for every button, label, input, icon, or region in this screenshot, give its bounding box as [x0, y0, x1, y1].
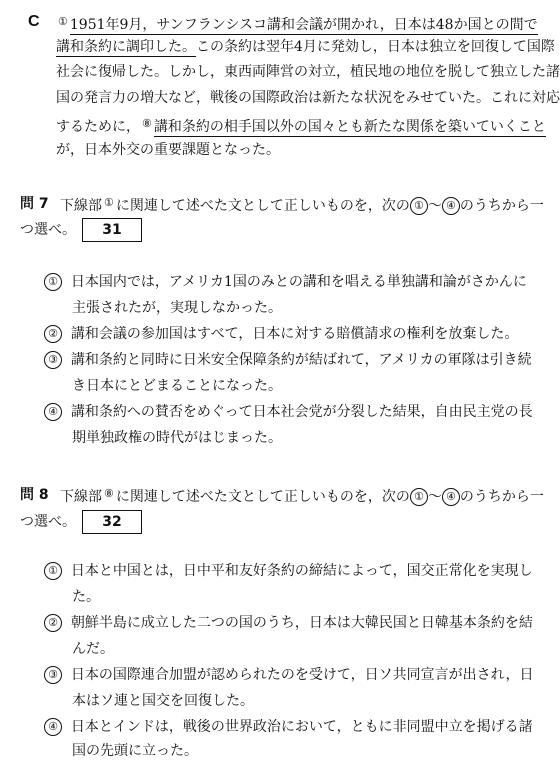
section-letter: C [28, 13, 40, 30]
range-end: ④ [442, 197, 460, 215]
q7-option-4[interactable]: ④ 講和条約への賛否をめぐって日本社会党が分裂した結果，自由民主党の長 [44, 402, 533, 424]
passage-line-1 [56, 12, 538, 34]
q8-option-3[interactable]: ③ 日本の国際連合加盟が認められたのを受けて，日ソ共同宣言が出され，日 [44, 665, 533, 687]
underlined-text-1a: 1951年9月，サンフランシスコ講和会議が開かれ，日本は48か国との間で [69, 17, 538, 33]
question-7-label: 問 7 [20, 196, 49, 212]
question-8-label: 問 8 [20, 487, 49, 503]
range-start: ① [410, 197, 428, 215]
q8-option-2[interactable]: ② 朝鮮半島に成立した二つの国のうち，日本は大韓民国と日韓基本条約を結 [44, 613, 533, 635]
q7-option-3[interactable]: ③ 講和条約と同時に日米安全保障条約が結ばれて，アメリカの軍隊は引き続 [44, 350, 532, 372]
passage-text: この条約は翌年4月に発効し，日本は独立を回復して国際 [196, 39, 555, 55]
question-7-stem-line-2: つ選べ。 31 [20, 218, 142, 244]
q7-option-2[interactable]: ② 講和会議の参加国はすべて，日本に対する賠償請求の権利を放棄した。 [44, 324, 518, 346]
passage-line-5: するために， ⑧ 講和条約の相手国以外の国々とも新たな関係を築いていくこと [56, 117, 546, 135]
q8-option-4[interactable]: ④ 日本とインドは，戦後の世界政治において，ともに非同盟中立を掲げる諸 [44, 717, 533, 739]
passage-line-4: 国の発言力の増大など，戦後の国際政治は新たな状況をみせていた。これに対応 [56, 90, 560, 106]
question-8-stem-line-2: つ選べ。 32 [20, 510, 142, 536]
underline-marker-1: ① [58, 15, 68, 28]
underline-marker-8: ⑧ [142, 117, 152, 130]
underlined-text-1b: 講和条約に調印した。 [56, 39, 196, 55]
range-start: ① [410, 488, 428, 506]
passage-line-3: 社会に復帰した。しかし，東西両陣営の対立，植民地の地位を脱して独立した諸 [56, 64, 560, 80]
answer-box-31[interactable]: 31 [82, 218, 142, 242]
underlined-text-8: 講和条約の相手国以外の国々とも新たな関係を築いていくこと [153, 119, 546, 135]
passage-line-6: が，日本外交の重要課題となった。 [56, 142, 280, 158]
range-end: ④ [442, 488, 460, 506]
answer-box-32[interactable]: 32 [82, 510, 142, 534]
passage-line-2 [56, 37, 555, 59]
q8-option-1[interactable]: ① 日本と中国とは，日中平和友好条約の締結によって，国交正常化を実現し [44, 561, 533, 583]
question-7-stem-line-1: 下線部 ① に関連して述べた文として正しいものを，次の ① 〜 ④ のうちから一 [60, 196, 544, 214]
question-8-stem-line-1: 下線部 ⑧ に関連して述べた文として正しいものを，次の ① 〜 ④ のうちから一 [60, 487, 544, 505]
q7-option-1[interactable]: ① 日本国内では，アメリカ1国のみとの講和を唱える単独講和論がさかんに [44, 272, 527, 294]
